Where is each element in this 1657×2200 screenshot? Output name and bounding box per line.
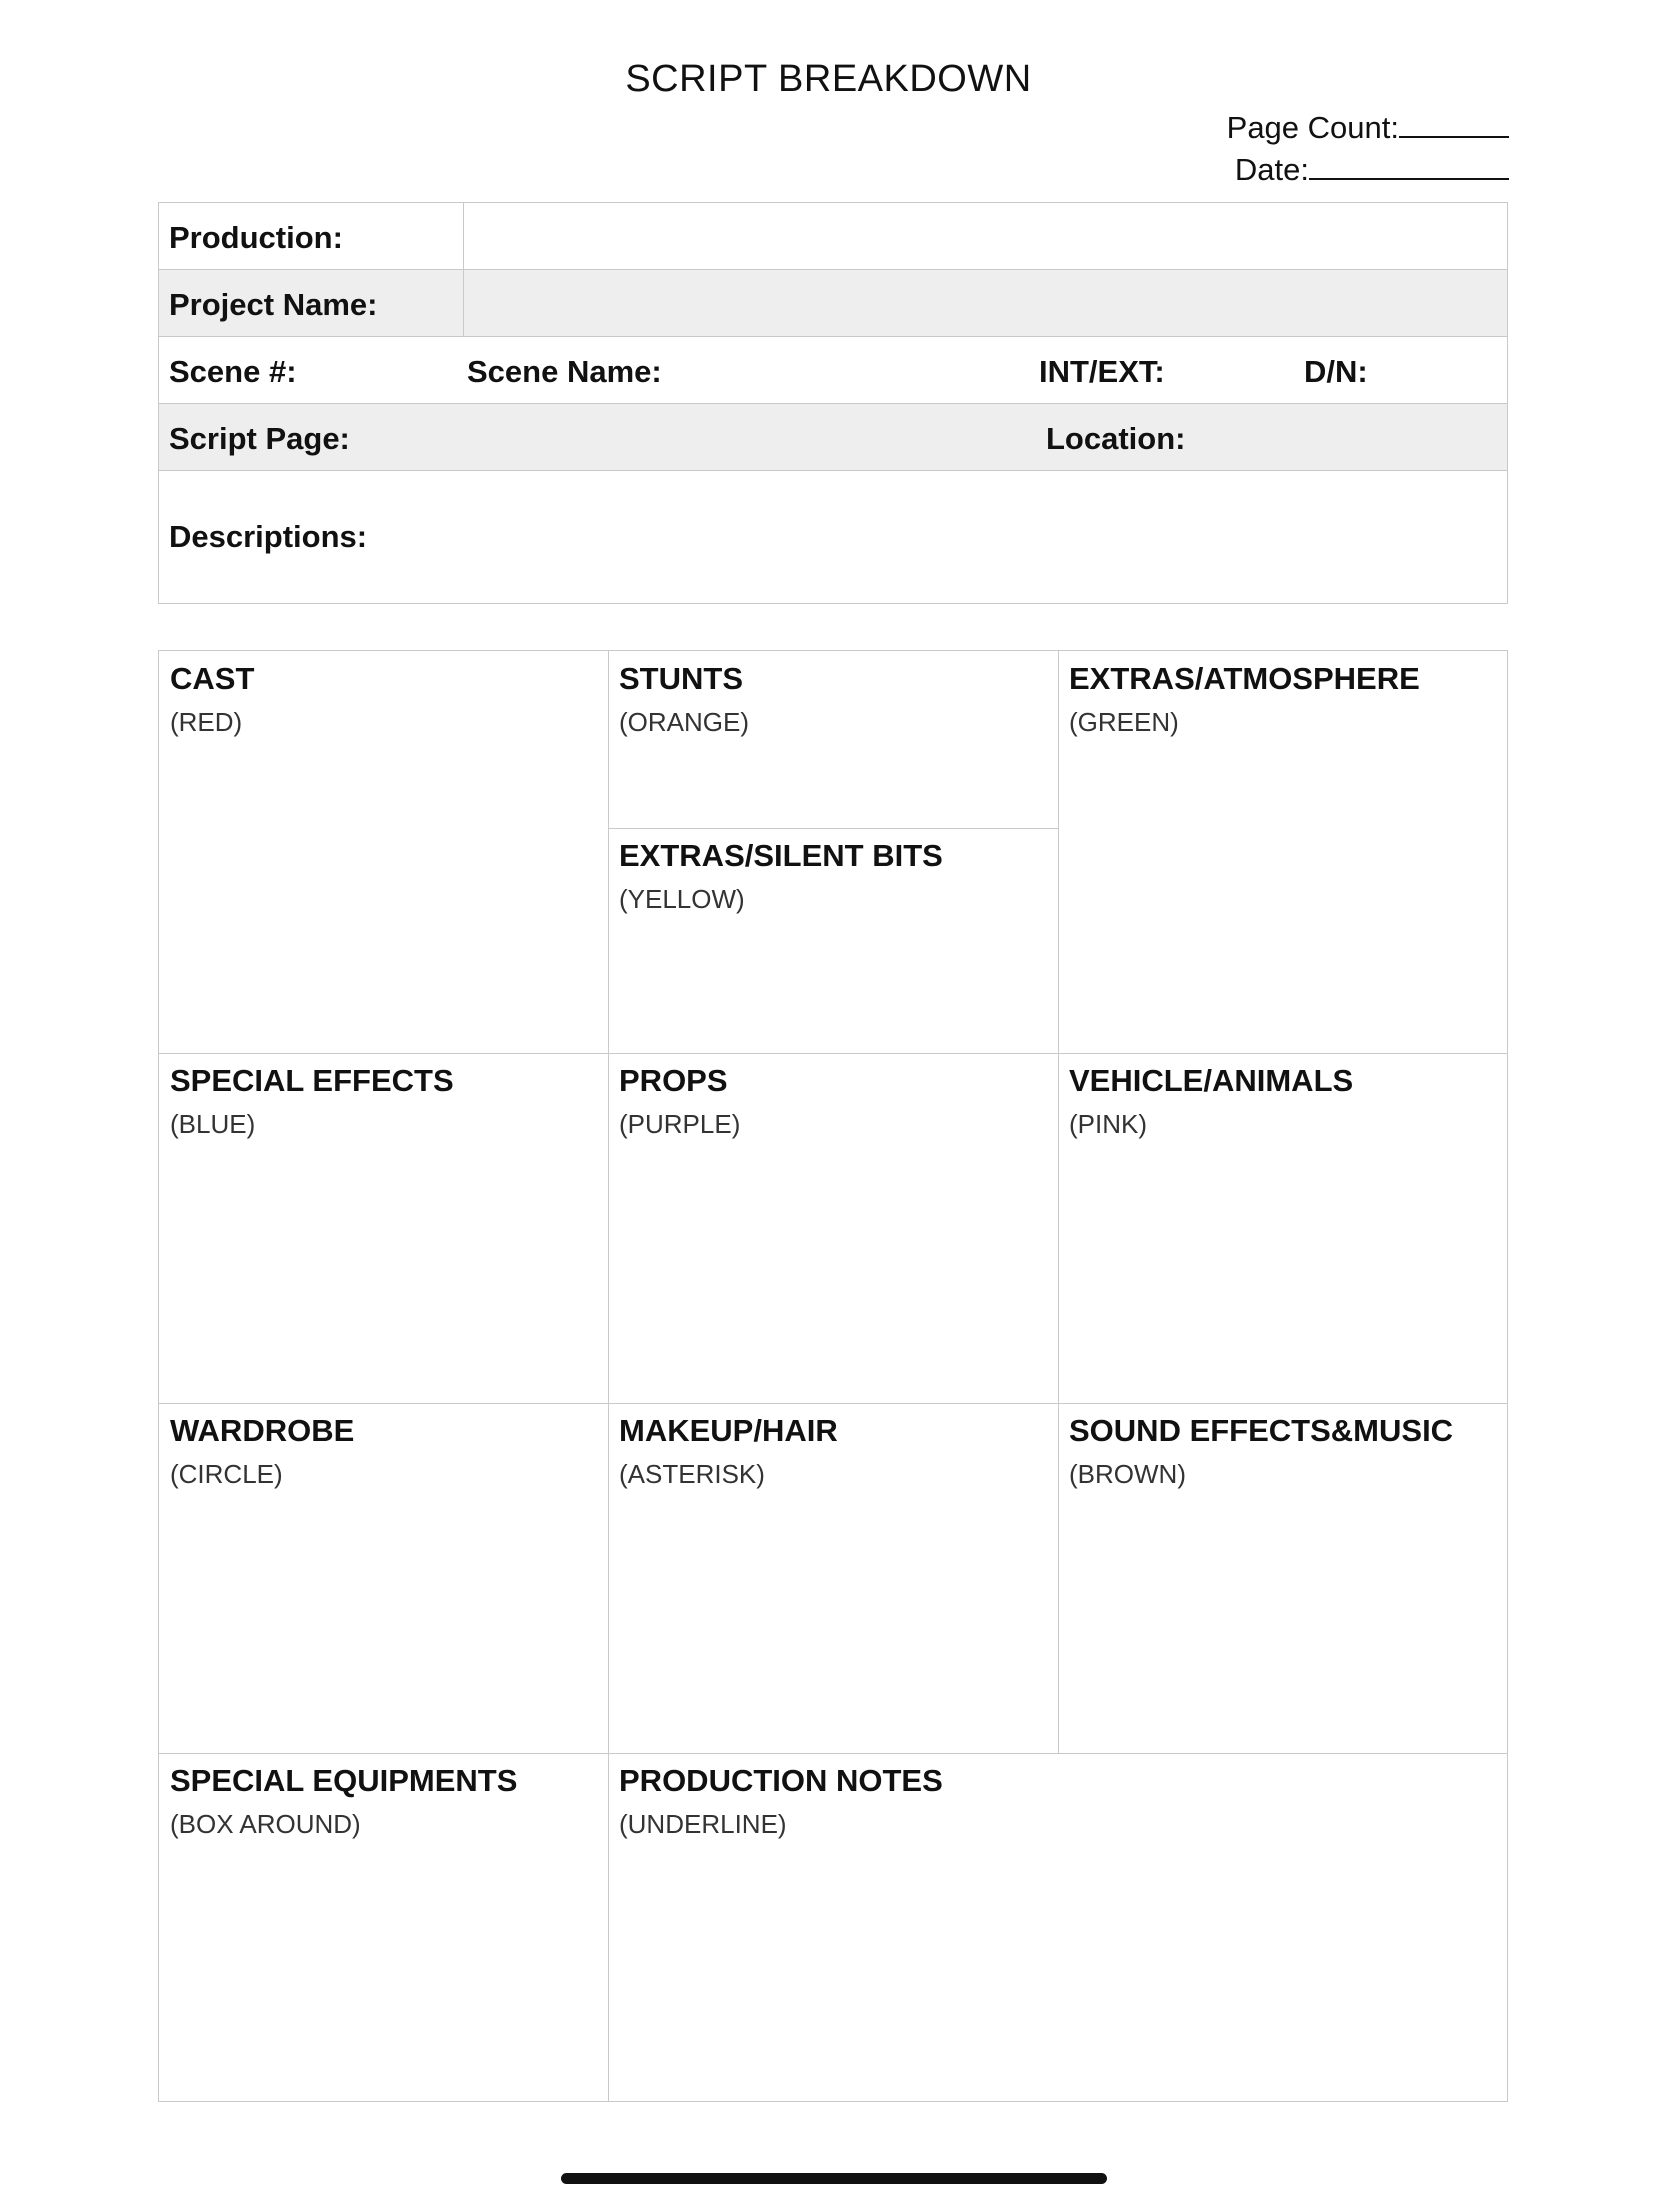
script-page-label: Script Page: <box>169 421 350 456</box>
descriptions-row[interactable] <box>159 471 1507 604</box>
extras-silent-bits-marker: (YELLOW) <box>619 884 745 914</box>
script-page-row[interactable] <box>159 404 1507 471</box>
special-effects-section[interactable] <box>159 1053 608 1403</box>
scene-row[interactable] <box>159 337 1507 404</box>
special-effects-title: SPECIAL EFFECTS <box>170 1063 454 1098</box>
extras-atmosphere-marker: (GREEN) <box>1069 707 1179 737</box>
date-field[interactable] <box>1235 152 1509 188</box>
wardrobe-marker: (CIRCLE) <box>170 1459 283 1489</box>
extras-silent-bits-section[interactable] <box>608 828 1058 1053</box>
sound-effects-music-title: SOUND EFFECTS&MUSIC <box>1069 1413 1454 1448</box>
wardrobe-title: WARDROBE <box>170 1413 355 1448</box>
production-label: Production: <box>169 220 343 255</box>
extras-atmosphere-section[interactable] <box>1058 651 1507 1053</box>
wardrobe-section[interactable] <box>159 1403 608 1753</box>
sound-effects-music-section[interactable] <box>1058 1403 1507 1753</box>
sound-effects-music-marker: (BROWN) <box>1069 1459 1186 1489</box>
vehicle-animals-title: VEHICLE/ANIMALS <box>1069 1063 1354 1098</box>
stunts-section[interactable] <box>608 651 1058 828</box>
extras-silent-bits-title: EXTRAS/SILENT BITS <box>619 838 943 873</box>
project-name-label: Project Name: <box>169 287 378 322</box>
scene-info-table <box>158 202 1508 604</box>
location-label: Location: <box>1046 421 1186 456</box>
production-notes-marker: (UNDERLINE) <box>619 1809 787 1839</box>
page-count-label: Page Count: <box>1226 110 1399 145</box>
cast-title: CAST <box>170 661 255 696</box>
vehicle-animals-marker: (PINK) <box>1069 1109 1147 1139</box>
props-marker: (PURPLE) <box>619 1109 741 1139</box>
production-row[interactable] <box>159 203 1507 270</box>
project-name-row[interactable] <box>159 270 1507 337</box>
date-label: Date: <box>1234 152 1309 187</box>
production-notes-section[interactable] <box>608 1753 1507 2102</box>
cast-section[interactable] <box>159 651 608 1053</box>
scene-name-label: Scene Name: <box>467 354 662 389</box>
stunts-title: STUNTS <box>619 661 743 696</box>
cast-marker: (RED) <box>170 707 243 737</box>
special-effects-marker: (BLUE) <box>170 1109 256 1139</box>
props-section[interactable] <box>608 1053 1058 1403</box>
extras-atmosphere-title: EXTRAS/ATMOSPHERE <box>1069 661 1420 696</box>
makeup-hair-section[interactable] <box>608 1403 1058 1753</box>
page-count-blank[interactable] <box>1399 110 1509 138</box>
makeup-hair-title: MAKEUP/HAIR <box>619 1413 838 1448</box>
home-indicator[interactable] <box>561 2173 1107 2184</box>
scene-number-label: Scene #: <box>169 354 297 389</box>
special-equipments-section[interactable] <box>159 1753 608 2102</box>
stunts-marker: (ORANGE) <box>619 707 749 737</box>
page-title: SCRIPT BREAKDOWN <box>625 58 1032 100</box>
descriptions-label: Descriptions: <box>169 519 368 554</box>
column-divider <box>463 203 464 269</box>
props-title: PROPS <box>619 1063 728 1098</box>
vehicle-animals-section[interactable] <box>1058 1053 1507 1403</box>
production-notes-title: PRODUCTION NOTES <box>619 1763 943 1798</box>
breakdown-grid <box>158 650 1508 2102</box>
date-blank[interactable] <box>1309 152 1509 180</box>
special-equipments-marker: (BOX AROUND) <box>170 1809 361 1839</box>
column-divider <box>463 270 464 336</box>
int-ext-label: INT/EXT: <box>1039 354 1165 389</box>
page-count-field[interactable] <box>1227 110 1509 146</box>
special-equipments-title: SPECIAL EQUIPMENTS <box>170 1763 518 1798</box>
makeup-hair-marker: (ASTERISK) <box>619 1459 765 1489</box>
day-night-label: D/N: <box>1304 354 1368 389</box>
